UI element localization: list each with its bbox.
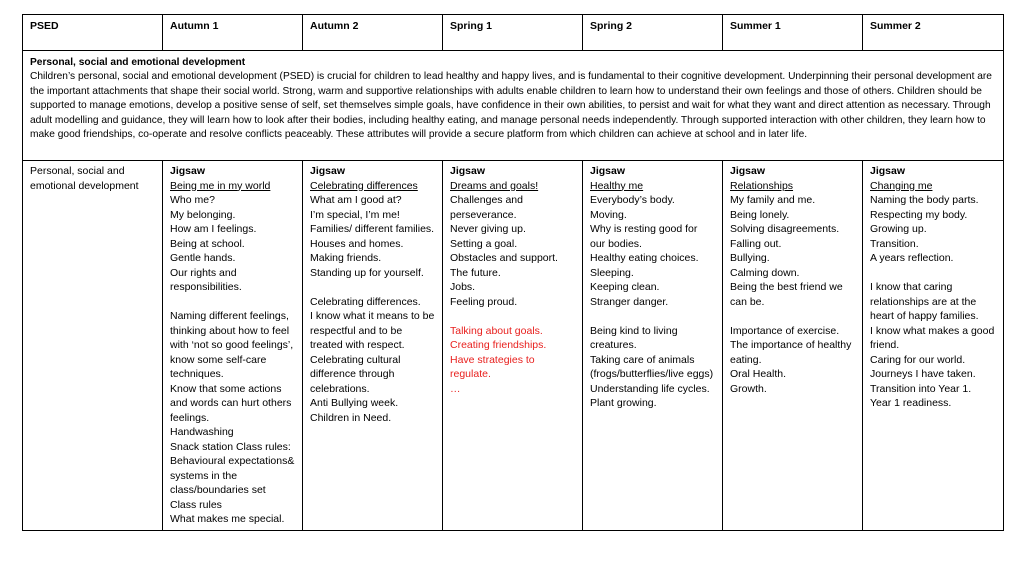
topic-item: Being the best friend we can be. <box>730 281 843 308</box>
row-label-cell <box>23 161 163 531</box>
topic-item: Healthy eating choices. <box>590 252 699 264</box>
program-name: Jigsaw <box>870 165 906 177</box>
program-name: Jigsaw <box>170 165 206 177</box>
unit-title: Dreams and goals! <box>450 179 539 192</box>
unit-title: Celebrating differences <box>310 179 418 192</box>
term-cell-spring-2 <box>583 161 723 531</box>
topic-item: Being lonely. <box>730 208 790 221</box>
topic-item: Snack station Class rules: Behavioural expectations& systems in the class/boundaries set <box>170 440 295 496</box>
topic-item: Anti Bullying week. <box>310 397 399 409</box>
topic-item: Why is resting good for our bodies. <box>590 223 698 250</box>
topic-item: Feeling proud. <box>450 295 518 308</box>
topic-item: What am I good at? <box>310 194 402 206</box>
topic-item: Being kind to living creatures. <box>590 324 678 351</box>
content-row <box>23 161 1004 531</box>
topic-item: Caring for our world. <box>870 353 966 366</box>
topic-item: Making friends. <box>310 252 382 264</box>
topic-item: Houses and homes. <box>310 237 404 250</box>
topic-item: Transition. <box>870 237 919 250</box>
topic-item: Growing up. <box>870 223 927 235</box>
topic-item: Celebrating cultural difference through celebrations. <box>310 353 401 395</box>
topic-item: Handwashing <box>170 426 234 438</box>
psed-curriculum-sheet <box>22 14 1003 531</box>
intro-row <box>23 51 1004 161</box>
topic-item: Sleeping. <box>590 266 634 279</box>
spacer <box>870 266 996 281</box>
term-cell-autumn-1 <box>163 161 303 531</box>
topic-item: Class rules <box>170 498 222 511</box>
topic-item: Obstacles and support. <box>450 252 558 264</box>
spacer <box>730 309 855 324</box>
topic-item: Standing up for yourself. <box>310 266 424 279</box>
topic-item: Challenges and perseverance. <box>450 194 523 221</box>
topic-item: Children in Need. <box>310 411 392 424</box>
topic-item: Solving disagreements. <box>730 223 840 235</box>
topic-item: Naming the body parts. <box>870 194 979 206</box>
topic-item: Stranger danger. <box>590 295 669 308</box>
topic-item: Naming different feelings, thinking about how to feel with ‘not so good feelings’, know some self-care techniques. <box>170 310 294 380</box>
spacer <box>590 309 715 324</box>
highlighted-topic-item: Creating friendships. <box>450 339 547 351</box>
header-spring-1: Spring 1 <box>443 15 583 51</box>
term-cell-spring-1 <box>443 161 583 531</box>
highlighted-topic-item: … <box>450 382 461 395</box>
topic-item: Never giving up. <box>450 223 526 235</box>
topic-item: Celebrating differences. <box>310 295 421 308</box>
highlighted-topic-item: Talking about goals. <box>450 324 543 337</box>
topic-item: Families/ different families. <box>310 223 435 235</box>
topic-item: Setting a goal. <box>450 237 518 250</box>
intro-body: Children’s personal, social and emotional development (PSED) is crucial for children to lead healthy and happy lives, and is fundamental to their cognitive development. Underpinning their personal development are the important attachments that shape their social world. Strong, warm and supportive relationships with adults enable children to learn how to understand their own feelings and those of others. Children should be supported to manage emotions, develop a positive sense of self, set themselves simple goals, have confidence in their own abilities, to persist and wait for what they want and direct attention as necessary. Through adult modelling and guidance, they will learn how to look after their bodies, including healthy eating, and manage personal needs independently. Through supported interaction with other children, they learn how to make good friendships, co-operate and resolve conflicts peaceably. These attributes will provide a secure platform from which children can achieve at school and in later life. <box>30 71 992 141</box>
topic-item: The importance of healthy eating. <box>730 339 852 366</box>
topic-item: The future. <box>450 266 501 279</box>
topic-item: Gentle hands. <box>170 252 236 264</box>
header-summer-2: Summer 2 <box>863 15 1004 51</box>
unit-title: Healthy me <box>590 179 644 192</box>
header-spring-2: Spring 2 <box>583 15 723 51</box>
topic-item: Importance of exercise. <box>730 324 840 337</box>
program-name: Jigsaw <box>450 165 486 177</box>
topic-item: I know that caring relationships are at the heart of happy families. <box>870 281 979 322</box>
spacer <box>170 295 295 310</box>
topic-item: Taking care of animals (frogs/butterflies/live eggs) <box>590 353 714 380</box>
topic-item: Journeys I have taken. <box>870 368 976 380</box>
spacer <box>450 309 575 324</box>
program-name: Jigsaw <box>590 165 626 177</box>
topic-item: My family and me. <box>730 194 816 206</box>
header-row <box>23 15 1004 51</box>
topic-item: I’m special, I’m me! <box>310 208 400 221</box>
psed-table <box>22 14 1004 531</box>
term-cell-autumn-2 <box>303 161 443 531</box>
topic-item: Respecting my body. <box>870 208 968 221</box>
topic-item: Keeping clean. <box>590 281 660 293</box>
topic-item: Everybody’s body. <box>590 194 675 206</box>
topic-item: Oral Health. <box>730 368 787 380</box>
program-name: Jigsaw <box>730 165 766 177</box>
topic-item: Calming down. <box>730 266 800 279</box>
intro-title: Personal, social and emotional development <box>30 57 246 68</box>
topic-item: Year 1 readiness. <box>870 397 952 409</box>
topic-item: How am I feelings. <box>170 223 257 235</box>
topic-item: Know that some actions and words can hurt others feelings. <box>170 382 292 424</box>
topic-item: Being at school. <box>170 237 245 250</box>
header-psed: PSED <box>23 15 163 51</box>
row-label: Personal, social and emotional development <box>30 165 139 192</box>
header-autumn-1: Autumn 1 <box>163 15 303 51</box>
topic-item: Who me? <box>170 194 215 206</box>
intro-cell <box>23 51 1004 161</box>
topic-item: Growth. <box>730 382 767 395</box>
topic-item: I know what makes a good friend. <box>870 324 995 351</box>
term-cell-summer-2 <box>863 161 1004 531</box>
highlighted-topic-item: Have strategies to regulate. <box>450 353 535 380</box>
unit-title: Relationships <box>730 179 794 192</box>
topic-item: A years reflection. <box>870 252 954 264</box>
topic-item: What makes me special. <box>170 513 285 525</box>
unit-title: Changing me <box>870 179 933 192</box>
topic-item: My belonging. <box>170 208 236 221</box>
topic-item: Bullying. <box>730 252 770 264</box>
term-cell-summer-1 <box>723 161 863 531</box>
topic-item: Understanding life cycles. <box>590 382 710 395</box>
header-autumn-2: Autumn 2 <box>303 15 443 51</box>
header-summer-1: Summer 1 <box>723 15 863 51</box>
topic-item: Jobs. <box>450 281 476 293</box>
topic-item: Falling out. <box>730 237 782 250</box>
topic-item: Plant growing. <box>590 397 657 409</box>
unit-title: Being me in my world <box>170 179 271 192</box>
topic-item: I know what it means to be respectful and to be treated with respect. <box>310 310 435 351</box>
topic-item: Moving. <box>590 208 627 221</box>
spacer <box>310 280 435 295</box>
program-name: Jigsaw <box>310 165 346 177</box>
topic-item: Transition into Year 1. <box>870 382 972 395</box>
topic-item: Our rights and responsibilities. <box>170 266 242 293</box>
